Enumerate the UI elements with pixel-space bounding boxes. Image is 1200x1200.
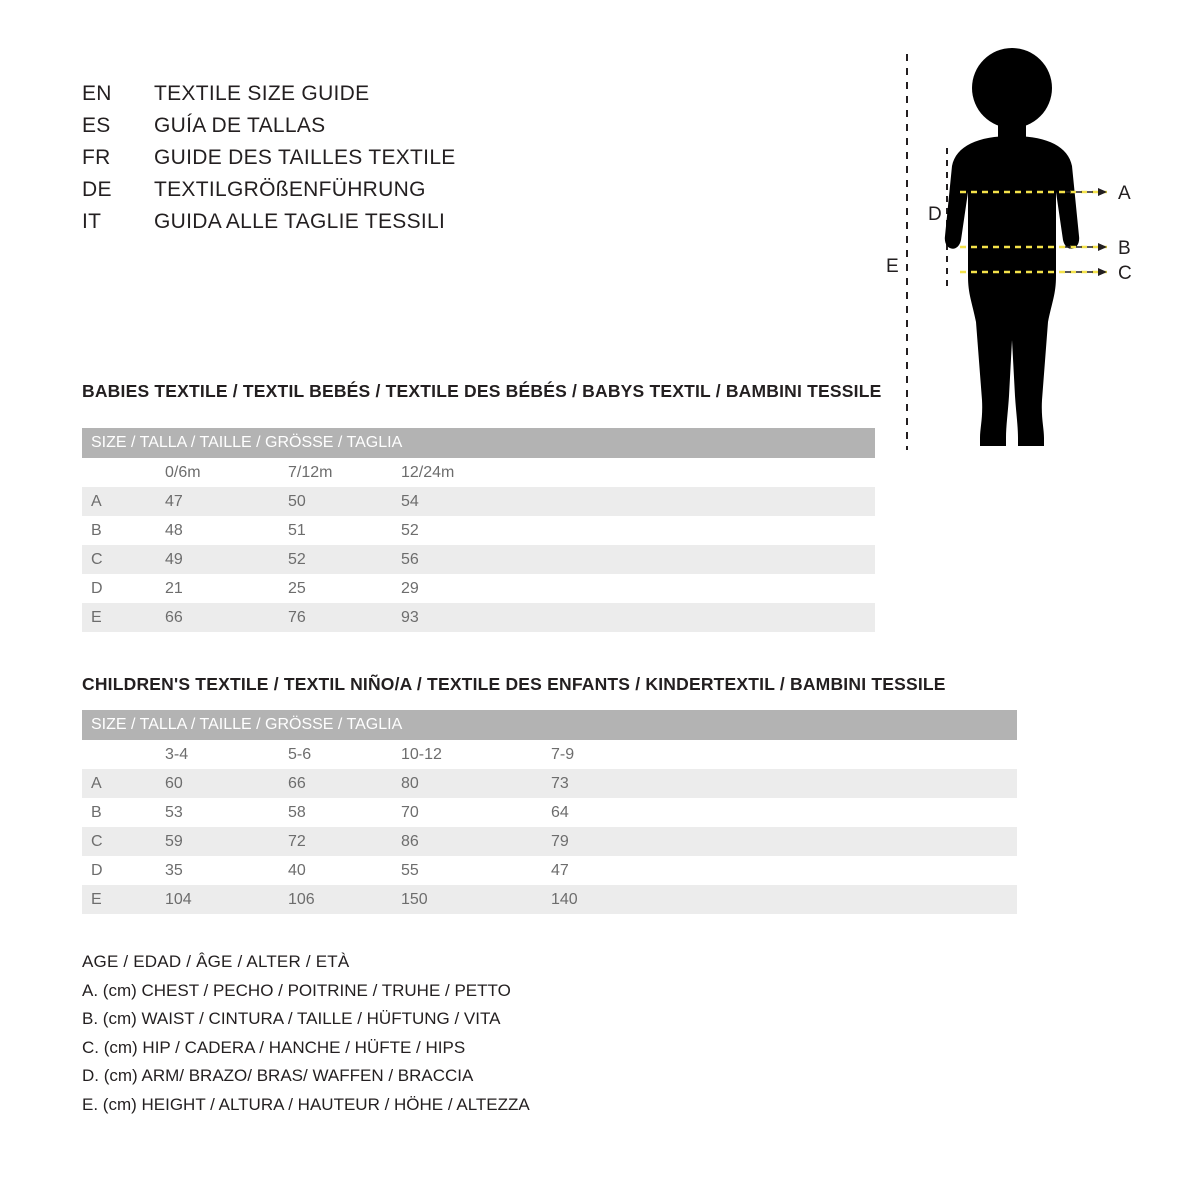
language-row	[82, 78, 642, 110]
babies-column-1: 7/12m	[279, 458, 392, 487]
language-title: GUIDE DES TAILLES TEXTILE	[154, 146, 456, 169]
language-code: EN	[82, 82, 112, 105]
legend-line-e: E. (cm) HEIGHT / ALTURA / HAUTEUR / HÖHE / ALTEZZA	[82, 1094, 530, 1114]
table-row	[82, 574, 875, 603]
row-label: D	[82, 856, 156, 885]
figure-label-d: D	[928, 204, 942, 225]
row-value: 59	[156, 827, 279, 856]
row-value: 93	[392, 603, 875, 632]
children-column-1: 5-6	[279, 740, 392, 769]
row-value: 104	[156, 885, 279, 914]
children-size-table	[82, 710, 1017, 914]
row-value: 140	[542, 885, 1017, 914]
row-value: 106	[279, 885, 392, 914]
language-title: TEXTILGRÖßENFÜHRUNG	[154, 178, 426, 201]
row-value: 50	[279, 487, 392, 516]
figure-label-e: E	[886, 256, 899, 277]
row-value: 53	[156, 798, 279, 827]
table-row	[82, 798, 1017, 827]
row-value: 55	[392, 856, 542, 885]
row-value: 21	[156, 574, 279, 603]
figure-label-c: C	[1118, 263, 1132, 284]
row-value: 49	[156, 545, 279, 574]
language-code: DE	[82, 178, 112, 201]
legend-line-b: B. (cm) WAIST / CINTURA / TAILLE / HÜFTUNG / VITA	[82, 1009, 501, 1028]
row-value: 58	[279, 798, 392, 827]
table-row	[82, 516, 875, 545]
row-value: 48	[156, 516, 279, 545]
row-label: B	[82, 798, 156, 827]
children-column-3: 7-9	[542, 740, 1017, 769]
language-row	[82, 142, 642, 174]
legend-line-c: C. (cm) HIP / CADERA / HANCHE / HÜFTE / HIPS	[82, 1037, 466, 1057]
measurement-legend	[82, 948, 782, 1119]
row-value: 51	[279, 516, 392, 545]
language-title: GUIDA ALLE TAGLIE TESSILI	[154, 210, 446, 233]
babies-section-title: BABIES TEXTILE / TEXTIL BEBÉS / TEXTILE DES BÉBÉS / BABYS TEXTIL / BAMBINI TESSILE	[82, 381, 882, 401]
row-label: B	[82, 516, 156, 545]
row-value: 79	[542, 827, 1017, 856]
row-value: 47	[542, 856, 1017, 885]
row-label: C	[82, 827, 156, 856]
row-value: 47	[156, 487, 279, 516]
row-value: 25	[279, 574, 392, 603]
row-value: 70	[392, 798, 542, 827]
language-title: TEXTILE SIZE GUIDE	[154, 82, 370, 105]
language-title-block	[82, 78, 642, 238]
row-label: A	[82, 487, 156, 516]
babies-header-label: SIZE / TALLA / TAILLE / GRÖSSE / TAGLIA	[82, 428, 875, 458]
table-row	[82, 487, 875, 516]
row-value: 29	[392, 574, 875, 603]
table-row	[82, 885, 1017, 914]
empty-cell	[82, 740, 156, 769]
language-row	[82, 206, 642, 238]
row-value: 66	[156, 603, 279, 632]
legend-line-a: A. (cm) CHEST / PECHO / POITRINE / TRUHE / PETTO	[82, 980, 511, 1000]
table-sizes-row	[82, 740, 1017, 769]
row-value: 64	[542, 798, 1017, 827]
row-value: 40	[279, 856, 392, 885]
row-label: E	[82, 603, 156, 632]
row-value: 54	[392, 487, 875, 516]
table-header-row	[82, 710, 1017, 740]
row-value: 52	[392, 516, 875, 545]
language-code: FR	[82, 146, 111, 169]
row-value: 73	[542, 769, 1017, 798]
language-code: ES	[82, 114, 111, 137]
table-row	[82, 769, 1017, 798]
babies-column-0: 0/6m	[156, 458, 279, 487]
row-value: 66	[279, 769, 392, 798]
row-value: 150	[392, 885, 542, 914]
row-value: 35	[156, 856, 279, 885]
figure-label-b: B	[1118, 238, 1131, 259]
table-header-row	[82, 428, 875, 458]
row-label: C	[82, 545, 156, 574]
empty-cell	[82, 458, 156, 487]
table-sizes-row	[82, 458, 875, 487]
table-row	[82, 856, 1017, 885]
children-header-label: SIZE / TALLA / TAILLE / GRÖSSE / TAGLIA	[82, 710, 1017, 740]
children-column-2: 10-12	[392, 740, 542, 769]
babies-column-2: 12/24m	[392, 458, 875, 487]
row-value: 86	[392, 827, 542, 856]
legend-line-d: D. (cm) ARM/ BRAZO/ BRAS/ WAFFEN / BRACCIA	[82, 1066, 474, 1085]
children-column-0: 3-4	[156, 740, 279, 769]
language-title: GUÍA DE TALLAS	[154, 114, 326, 137]
children-section-title: CHILDREN'S TEXTILE / TEXTIL NIÑO/A / TEXTILE DES ENFANTS / KINDERTEXTIL / BAMBINI TESSILE	[82, 674, 946, 694]
row-value: 52	[279, 545, 392, 574]
legend-line-age: AGE / EDAD / ÂGE / ALTER / ETÀ	[82, 952, 350, 971]
table-row	[82, 827, 1017, 856]
row-value: 76	[279, 603, 392, 632]
row-label: E	[82, 885, 156, 914]
language-code: IT	[82, 210, 102, 233]
row-label: D	[82, 574, 156, 603]
row-value: 60	[156, 769, 279, 798]
row-value: 80	[392, 769, 542, 798]
row-value: 72	[279, 827, 392, 856]
body-measurement-figure	[860, 40, 1160, 460]
row-value: 56	[392, 545, 875, 574]
table-row	[82, 545, 875, 574]
table-row	[82, 603, 875, 632]
figure-label-a: A	[1118, 183, 1131, 204]
language-row	[82, 110, 642, 142]
language-row	[82, 174, 642, 206]
row-label: A	[82, 769, 156, 798]
babies-size-table	[82, 428, 875, 632]
